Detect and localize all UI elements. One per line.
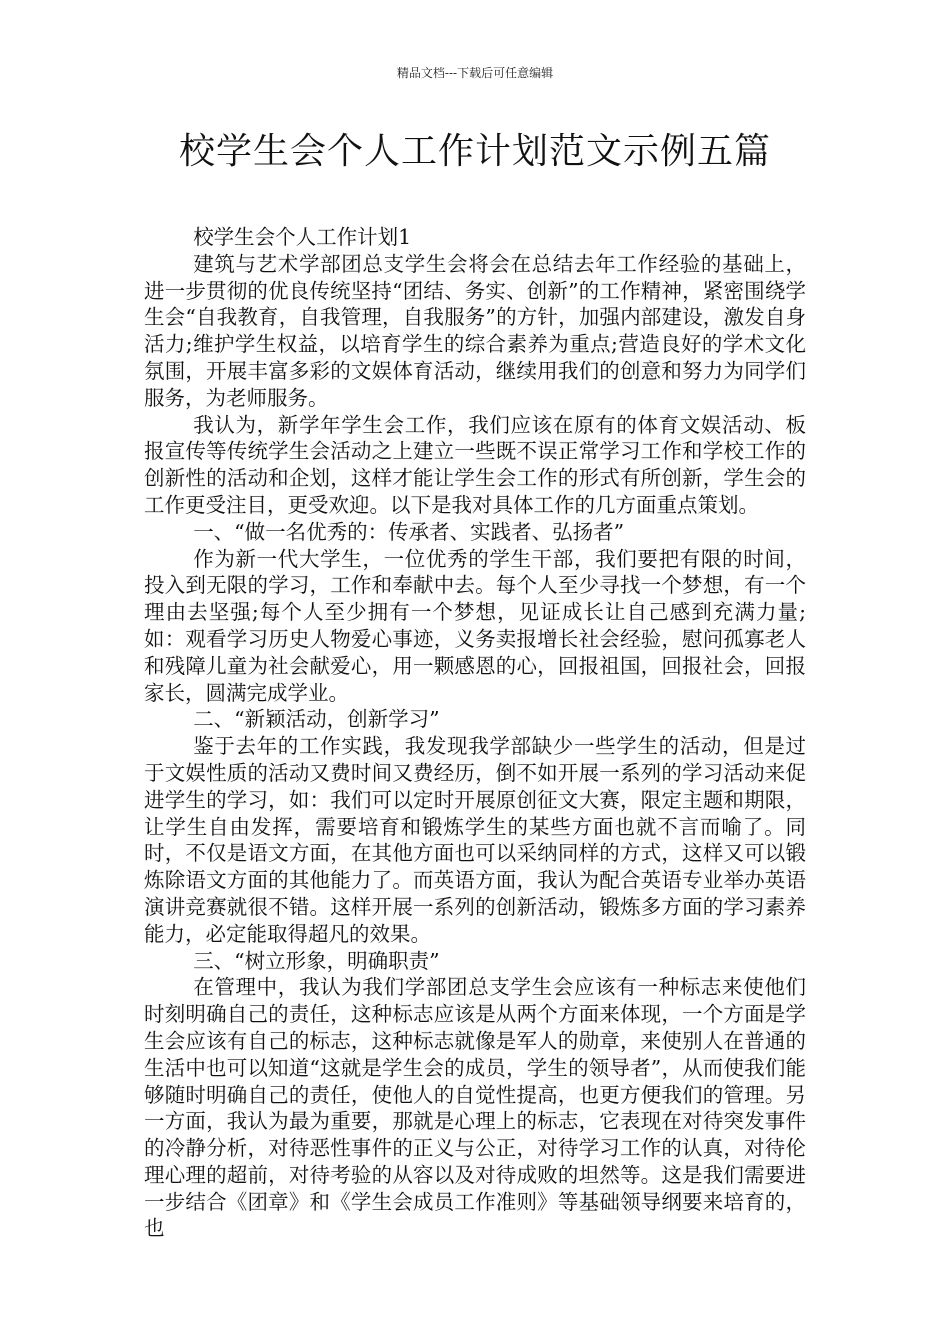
paragraph-intro: 建筑与艺术学部团总支学生会将会在总结去年工作经验的基础上，进一步贯彻的优良传统坚持“团结、务实、创新”的工作精神，紧密围绕学生会“自我教育，自我管理，自我服务”的方针，加强内部建设，激发自身活力;维护学生权益，以培育学生的综合素养为重点;营造良好的学术文化氛围，开展丰富多彩的文娱体育活动，继续用我们的创意和努力为同学们服务，为老师服务。 [144,251,806,410]
header-note: 精品文档---下载后可任意编辑 [396,66,554,80]
paragraph-section-2: 鉴于去年的工作实践，我发现我学部缺少一些学生的活动，但是过于文娱性质的活动又费时间又费经历，倒不如开展一系列的学习活动来促进学生的学习，如：我们可以定时开展原创征文大赛，限定主题和期限，让学生自由发挥，需要培育和锻炼学生的某些方面也就不言而喻了。同时，不仅是语文方面，在其他方面也可以采纳同样的方式，这样又可以锻炼除语文方面的其他能力了。而英语方面，我认为配合英语专业举办英语演讲竞赛就很不错。这样开展一系列的创新活动，锻炼多方面的学习素养能力，必定能取得超凡的效果。 [144,734,806,946]
paragraph-section-1: 作为新一代大学生，一位优秀的学生干部，我们要把有限的时间，投入到无限的学习，工作和奉献中去。每个人至少寻找一个梦想，有一个理由去坚强;每个人至少拥有一个梦想，见证成长让自己感到充满力量;如：观看学习历史人物爱心事迹，义务卖报增长社会经验，慰问孤寡老人和残障儿童为社会献爱心，用一颗感恩的心，回报祖国，回报社会，回报家长，圆满完成学业。 [144,546,806,705]
section-heading-1: 一、“做一名优秀的：传承者、实践者、弘扬者” [193,519,625,544]
paragraph-plan-heading: 校学生会个人工作计划1 [193,225,412,249]
section-heading-2: 二、“新颖活动，创新学习” [193,707,440,732]
document-title: 校学生会个人工作计划范文示例五篇 [178,131,771,172]
section-heading-3: 三、“树立形象，明确职责” [193,948,440,973]
paragraph-section-3: 在管理中，我认为我们学部团总支学生会应该有一种标志来使他们时刻明确自己的责任，这种标志应该是从两个方面来体现，一个方面是学生会应该有自己的标志，这种标志就像是军人的勋章，来使别人在普通的生活中也可以知道“这就是学生会的成员，学生的领导者”，从而使我们能够随时明确自己的责任，使他人的自觉性提高，也更方便我们的管理。另一方面，我认为最为重要，那就是心理上的标志，它表现在对待突发事件的冷静分析，对待恶性事件的正义与公正，对待学习工作的认真，对待伦理心理的超前，对待考验的从容以及对待成败的坦然等。这是我们需要进一步结合《团章》和《学生会成员工作准则》等基础领导纲要来培育的，也 [144,975,806,1241]
paragraph-opinion: 我认为，新学年学生会工作，我们应该在原有的体育文娱活动、板报宣传等传统学生会活动之上建立一些既不误正常学习工作和学校工作的创新性的活动和企划，这样才能让学生会工作的形式有所创新，学生会的工作更受注目，更受欢迎。以下是我对具体工作的几方面重点策划。 [144,412,806,517]
document-body [144,224,806,1242]
